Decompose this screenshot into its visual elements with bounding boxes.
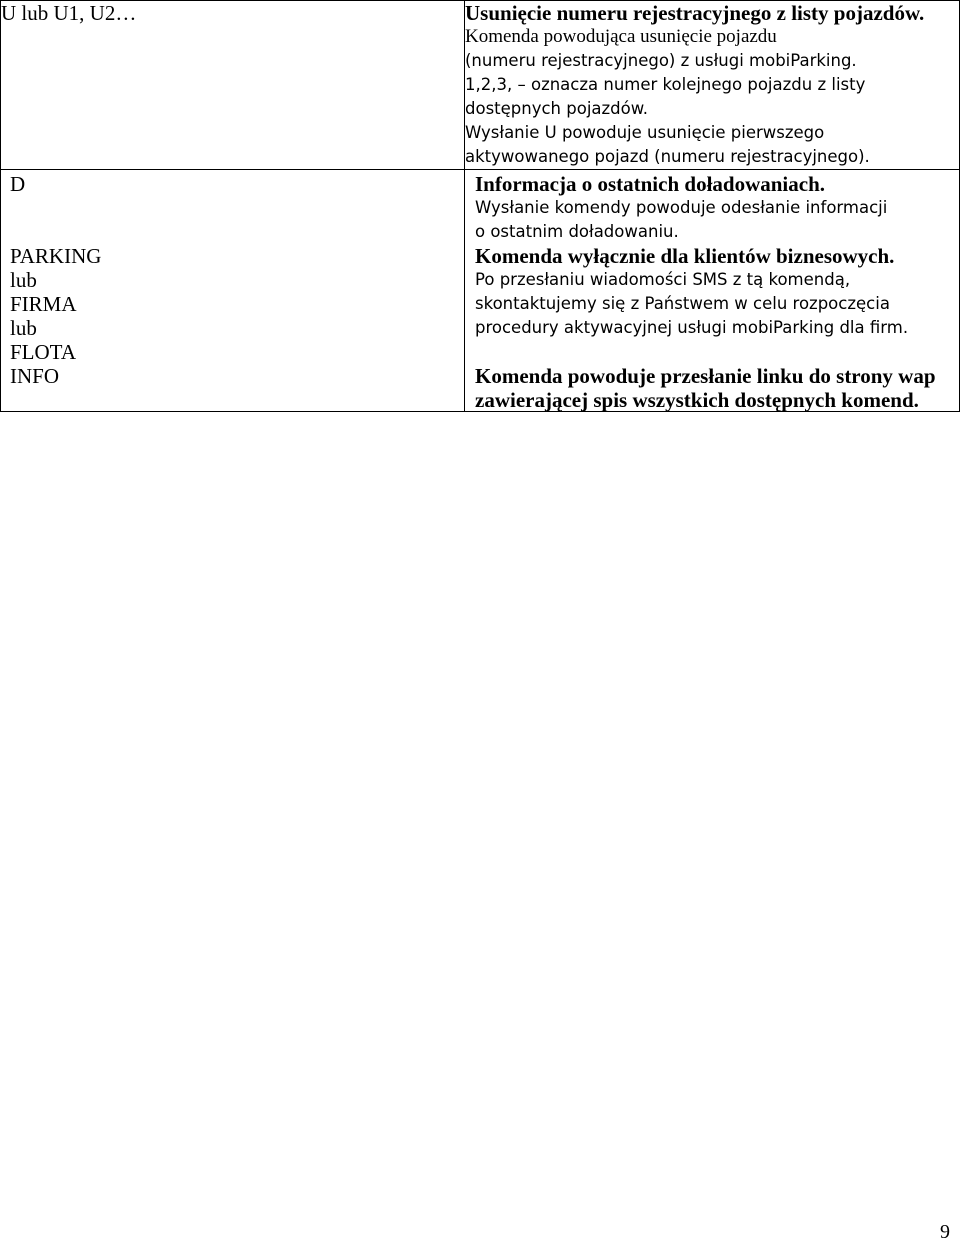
command-key-cell bbox=[1, 1, 465, 170]
description-line: Komenda powodująca usunięcie pojazdu bbox=[465, 26, 777, 47]
table-row bbox=[1, 1, 960, 170]
description-line: procedury aktywacyjnej usługi mobiParking dla firm. bbox=[475, 318, 909, 337]
command-key: FLOTA bbox=[10, 340, 76, 364]
description-line: 1,2,3, – oznacza numer kolejnego pojazdu z listy bbox=[465, 75, 866, 94]
command-description-cell bbox=[465, 1, 960, 170]
command-heading: Usunięcie numeru rejestracyjnego z listy pojazdów. bbox=[465, 1, 925, 25]
command-key-cell bbox=[10, 244, 101, 364]
description-line: dostępnych pojazdów. bbox=[465, 99, 648, 118]
column-divider bbox=[464, 166, 465, 411]
description-line: Wysłanie U powoduje usunięcie pierwszego bbox=[465, 123, 825, 142]
description-line: skontaktujemy się z Państwem w celu rozpoczęcia bbox=[475, 294, 890, 313]
command-table bbox=[0, 0, 960, 170]
command-key-cell bbox=[10, 172, 25, 196]
command-key-separator: lub bbox=[10, 268, 37, 292]
command-key: PARKING bbox=[10, 244, 102, 268]
description-line: o ostatnim doładowaniu. bbox=[475, 222, 679, 241]
command-table-continuation bbox=[0, 166, 960, 412]
command-description-cell bbox=[475, 172, 887, 244]
command-heading: Informacja o ostatnich doładowaniach. bbox=[475, 172, 826, 196]
command-description-cell bbox=[475, 364, 936, 412]
page-number: 9 bbox=[940, 1221, 950, 1243]
command-key: INFO bbox=[10, 364, 60, 388]
command-heading: zawierającej spis wszystkich dostępnych komend. bbox=[475, 388, 919, 412]
command-description-cell bbox=[475, 244, 908, 340]
command-key: D bbox=[10, 172, 26, 196]
description-line: Wysłanie komendy powoduje odesłanie informacji bbox=[475, 198, 888, 217]
command-key-separator: lub bbox=[10, 316, 37, 340]
command-key-cell bbox=[10, 364, 59, 388]
command-heading: Komenda powoduje przesłanie linku do strony wap bbox=[475, 364, 936, 388]
command-key: U lub U1, U2… bbox=[1, 1, 137, 25]
description-line: Po przesłaniu wiadomości SMS z tą komendą, bbox=[475, 270, 851, 289]
command-key: FIRMA bbox=[10, 292, 77, 316]
command-heading: Komenda wyłącznie dla klientów biznesowych. bbox=[475, 244, 895, 268]
description-line: aktywowanego pojazd (numeru rejestracyjnego). bbox=[465, 147, 870, 166]
description-line: (numeru rejestracyjnego) z usługi mobiParking. bbox=[465, 51, 857, 70]
